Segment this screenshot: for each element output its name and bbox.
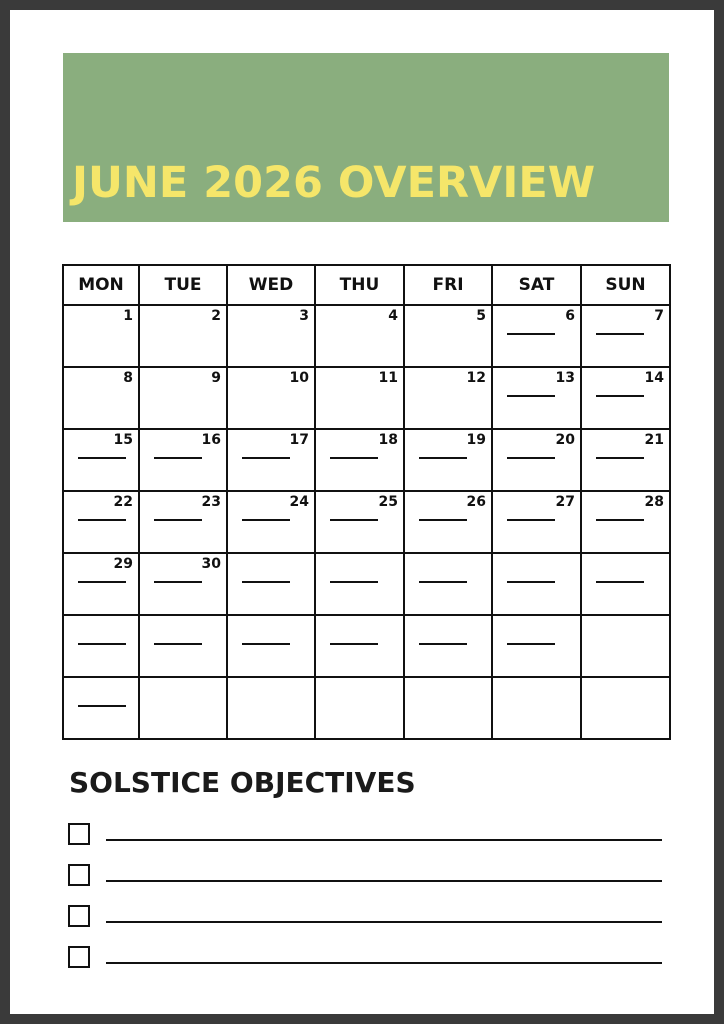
day-number: 10 (289, 370, 309, 386)
day-number: 22 (113, 494, 133, 510)
calendar-day-cell[interactable] (492, 615, 581, 677)
day-number: 9 (211, 370, 221, 386)
calendar-day-cell[interactable] (139, 677, 227, 739)
calendar-day-cell[interactable] (139, 491, 227, 553)
objective-item (68, 946, 664, 970)
calendar-day-cell[interactable] (581, 367, 670, 429)
writing-line (78, 581, 126, 583)
day-number: 15 (113, 432, 133, 448)
writing-line (419, 643, 467, 645)
writing-line (330, 519, 378, 521)
objective-item (68, 864, 664, 888)
objective-checkbox[interactable] (68, 946, 90, 968)
calendar-day-cell[interactable] (492, 305, 581, 367)
calendar-day-cell[interactable] (139, 305, 227, 367)
calendar-day-cell[interactable] (404, 305, 492, 367)
calendar-day-cell[interactable] (227, 615, 315, 677)
objective-item (68, 905, 664, 929)
writing-line (242, 457, 290, 459)
calendar-day-cell[interactable] (404, 429, 492, 491)
calendar-day-cell[interactable] (581, 429, 670, 491)
objectives-heading: SOLSTICE OBJECTIVES (69, 766, 416, 799)
writing-line (596, 395, 644, 397)
day-number: 17 (289, 432, 309, 448)
calendar-week-row (63, 367, 670, 429)
calendar-day-cell[interactable] (315, 677, 404, 739)
calendar-day-cell[interactable] (63, 491, 139, 553)
calendar-day-cell[interactable] (492, 429, 581, 491)
calendar-day-cell[interactable] (492, 367, 581, 429)
weekday-wed: WED (227, 265, 315, 305)
calendar-week-row (63, 491, 670, 553)
calendar-day-cell[interactable] (492, 491, 581, 553)
writing-line (330, 643, 378, 645)
day-number: 1 (123, 308, 133, 324)
objective-writing-line[interactable] (106, 962, 662, 964)
writing-line (330, 581, 378, 583)
day-number: 11 (378, 370, 398, 386)
day-number: 3 (299, 308, 309, 324)
calendar-day-cell[interactable] (581, 615, 670, 677)
writing-line (419, 581, 467, 583)
writing-line (596, 333, 644, 335)
writing-line (154, 457, 202, 459)
calendar-day-cell[interactable] (315, 491, 404, 553)
day-number: 14 (644, 370, 664, 386)
calendar-day-cell[interactable] (139, 615, 227, 677)
objective-writing-line[interactable] (106, 839, 662, 841)
weekday-header-row (63, 265, 670, 305)
day-number: 23 (201, 494, 221, 510)
day-number: 7 (654, 308, 664, 324)
writing-line (78, 457, 126, 459)
calendar-day-cell[interactable] (63, 305, 139, 367)
calendar-day-cell[interactable] (139, 429, 227, 491)
calendar-day-cell[interactable] (404, 553, 492, 615)
calendar-day-cell[interactable] (581, 553, 670, 615)
objective-writing-line[interactable] (106, 880, 662, 882)
calendar-day-cell[interactable] (581, 305, 670, 367)
writing-line (78, 643, 126, 645)
calendar-day-cell[interactable] (492, 677, 581, 739)
day-number: 30 (201, 556, 221, 572)
writing-line (419, 519, 467, 521)
calendar-day-cell[interactable] (492, 553, 581, 615)
writing-line (507, 395, 555, 397)
calendar-day-cell[interactable] (315, 429, 404, 491)
day-number: 2 (211, 308, 221, 324)
objective-item (68, 823, 664, 847)
calendar-week-row (63, 615, 670, 677)
calendar-day-cell[interactable] (227, 305, 315, 367)
day-number: 18 (378, 432, 398, 448)
writing-line (242, 643, 290, 645)
day-number: 16 (201, 432, 221, 448)
day-number: 27 (555, 494, 575, 510)
calendar-week-row (63, 553, 670, 615)
writing-line (507, 519, 555, 521)
calendar-day-cell[interactable] (581, 491, 670, 553)
objective-checkbox[interactable] (68, 823, 90, 845)
calendar-week-row (63, 429, 670, 491)
calendar-day-cell[interactable] (581, 677, 670, 739)
weekday-tue: TUE (139, 265, 227, 305)
calendar-day-cell[interactable] (63, 615, 139, 677)
objective-writing-line[interactable] (106, 921, 662, 923)
day-number: 12 (466, 370, 486, 386)
calendar-day-cell[interactable] (139, 367, 227, 429)
day-number: 13 (555, 370, 575, 386)
day-number: 5 (476, 308, 486, 324)
day-number: 6 (565, 308, 575, 324)
calendar-day-cell[interactable] (404, 367, 492, 429)
writing-line (154, 581, 202, 583)
writing-line (242, 581, 290, 583)
calendar-day-cell[interactable] (315, 367, 404, 429)
writing-line (242, 519, 290, 521)
page-title: JUNE 2026 OVERVIEW (72, 158, 596, 208)
writing-line (419, 457, 467, 459)
day-number: 25 (378, 494, 398, 510)
calendar-day-cell[interactable] (315, 553, 404, 615)
calendar-week-row (63, 677, 670, 739)
calendar-day-cell[interactable] (227, 491, 315, 553)
writing-line (507, 643, 555, 645)
calendar-day-cell[interactable] (315, 305, 404, 367)
calendar-grid (63, 305, 670, 739)
writing-line (507, 581, 555, 583)
day-number: 24 (289, 494, 309, 510)
weekday-thu: THU (315, 265, 404, 305)
writing-line (78, 705, 126, 707)
day-number: 20 (555, 432, 575, 448)
weekday-fri: FRI (404, 265, 492, 305)
day-number: 29 (113, 556, 133, 572)
calendar-day-cell[interactable] (139, 553, 227, 615)
day-number: 21 (644, 432, 664, 448)
day-number: 19 (466, 432, 486, 448)
calendar-day-cell[interactable] (227, 677, 315, 739)
writing-line (154, 519, 202, 521)
calendar-day-cell[interactable] (227, 367, 315, 429)
calendar-day-cell[interactable] (63, 677, 139, 739)
calendar-day-cell[interactable] (404, 491, 492, 553)
calendar-day-cell[interactable] (227, 553, 315, 615)
day-number: 4 (388, 308, 398, 324)
calendar-day-cell[interactable] (227, 429, 315, 491)
writing-line (596, 457, 644, 459)
day-number: 28 (644, 494, 664, 510)
calendar-day-cell[interactable] (63, 429, 139, 491)
objective-checkbox[interactable] (68, 905, 90, 927)
writing-line (330, 457, 378, 459)
day-number: 8 (123, 370, 133, 386)
writing-line (596, 519, 644, 521)
calendar-day-cell[interactable] (63, 367, 139, 429)
day-number: 26 (466, 494, 486, 510)
month-calendar (62, 264, 671, 740)
writing-line (596, 581, 644, 583)
writing-line (78, 519, 126, 521)
objective-checkbox[interactable] (68, 864, 90, 886)
calendar-day-cell[interactable] (315, 615, 404, 677)
writing-line (154, 643, 202, 645)
calendar-day-cell[interactable] (63, 553, 139, 615)
calendar-day-cell[interactable] (404, 677, 492, 739)
writing-line (507, 333, 555, 335)
weekday-sun: SUN (581, 265, 670, 305)
weekday-mon: MON (63, 265, 139, 305)
weekday-sat: SAT (492, 265, 581, 305)
calendar-week-row (63, 305, 670, 367)
calendar-day-cell[interactable] (404, 615, 492, 677)
writing-line (507, 457, 555, 459)
